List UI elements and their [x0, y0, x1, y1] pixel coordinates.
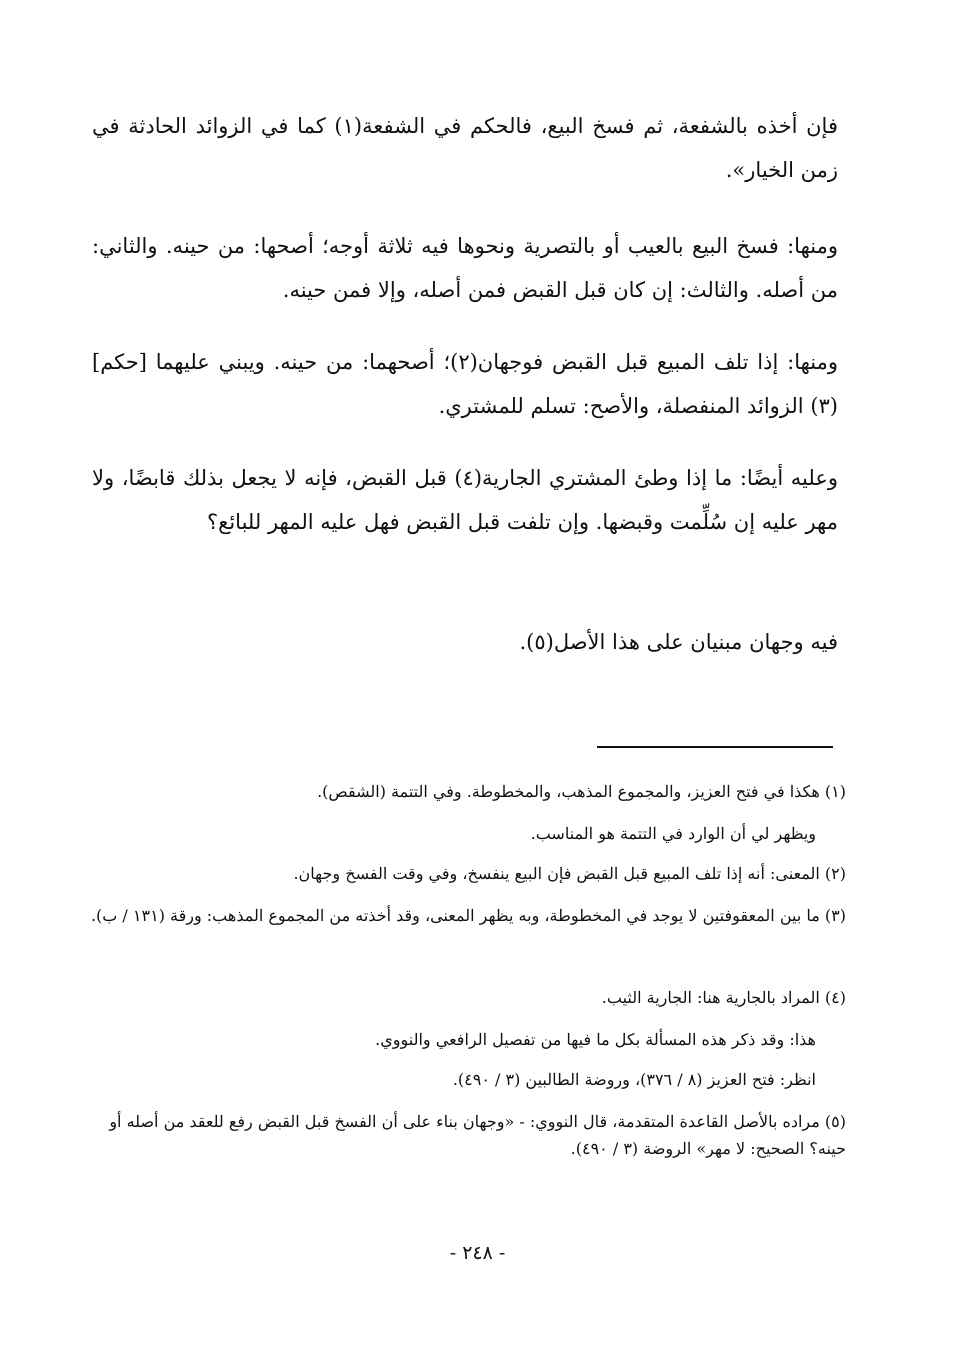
paragraph-text: وعليه أيضًا: ما إذا وطئ المشتري الجارية(٤) قبل القبض، فإنه لا يجعل بذلك قابضًا، ولا مهر عليه إن سُلِّمت وقبضها. وإن تلفت قبل القبض فهل عليه المهر للبائع؟ [92, 466, 838, 534]
paragraph-text: فيه وجهان مبنيان على هذا الأصل(٥). [519, 630, 838, 654]
footnote-1-continuation: ويظهر لي أن الوارد في التتمة هو المناسب. [530, 824, 816, 843]
footnote-4: (٤) المراد بالجارية هنا: الجارية الثيب. [601, 988, 846, 1007]
footnote-3: (٣) ما بين المعقوفتين لا يوجد في المخطوطة، وبه يظهر المعنى، وقد أخذته من المجموع المذهب: ورقة (١٣١ / ب). [90, 906, 846, 925]
paragraph-4 [92, 456, 838, 544]
footnote-1: (١) هكذا في فتح العزيز، والمجموع المذهب، والمخطوطة. وفي التتمة (الشقص). [317, 782, 846, 801]
footnote-4-continuation: هذا: وقد ذكر هذه المسألة بكل ما فيها من تفصيل الرافعي والنووي. [375, 1030, 816, 1049]
footnote-4-reference: انظر: فتح العزيز (٨ / ٣٧٦)، وروضة الطالبين (٣ / ٤٩٠). [452, 1070, 816, 1089]
paragraph-5 [92, 620, 838, 664]
footnote-2: (٢) المعنى: أنه إذا تلف المبيع قبل القبض فإن البيع ينفسخ، وفي وقت الفسخ وجهان. [293, 864, 846, 883]
paragraph-1 [92, 104, 838, 192]
paragraph-text: ومنها: إذا تلف المبيع قبل القبض فوجهان(٢)؛ أصحهما: من حينه. ويبني عليهما [حكم](٣) الزوائد المنفصلة، والأصح: تسلم للمشتري. [92, 350, 838, 418]
paragraph-2 [92, 224, 838, 312]
paragraph-text: فإن أخذه بالشفعة، ثم فسخ البيع، فالحكم في الشفعة(١) كما في الزوائد الحادثة في زمن الخيار». [92, 114, 838, 182]
paragraph-text: ومنها: فسخ البيع بالعيب أو بالتصرية ونحوها فيه ثلاثة أوجه؛ أصحها: من حينه. والثاني: من أصله. والثالث: إن كان قبل القبض فمن أصله، وإلا فمن حينه. [92, 234, 838, 302]
footnote-separator [597, 746, 833, 748]
paragraph-3 [92, 340, 838, 428]
footnote-5: (٥) مراده بالأصل القاعدة المتقدمة، قال النووي: - «وجهان بناء على أن الفسخ قبل القبض رفع للعقد من أصله أو حينه؟ الصحيح: لا مهر» الروضة (٣ / ٤٩٠). [109, 1112, 846, 1158]
page-number: - ٢٤٨ - [449, 1242, 506, 1264]
